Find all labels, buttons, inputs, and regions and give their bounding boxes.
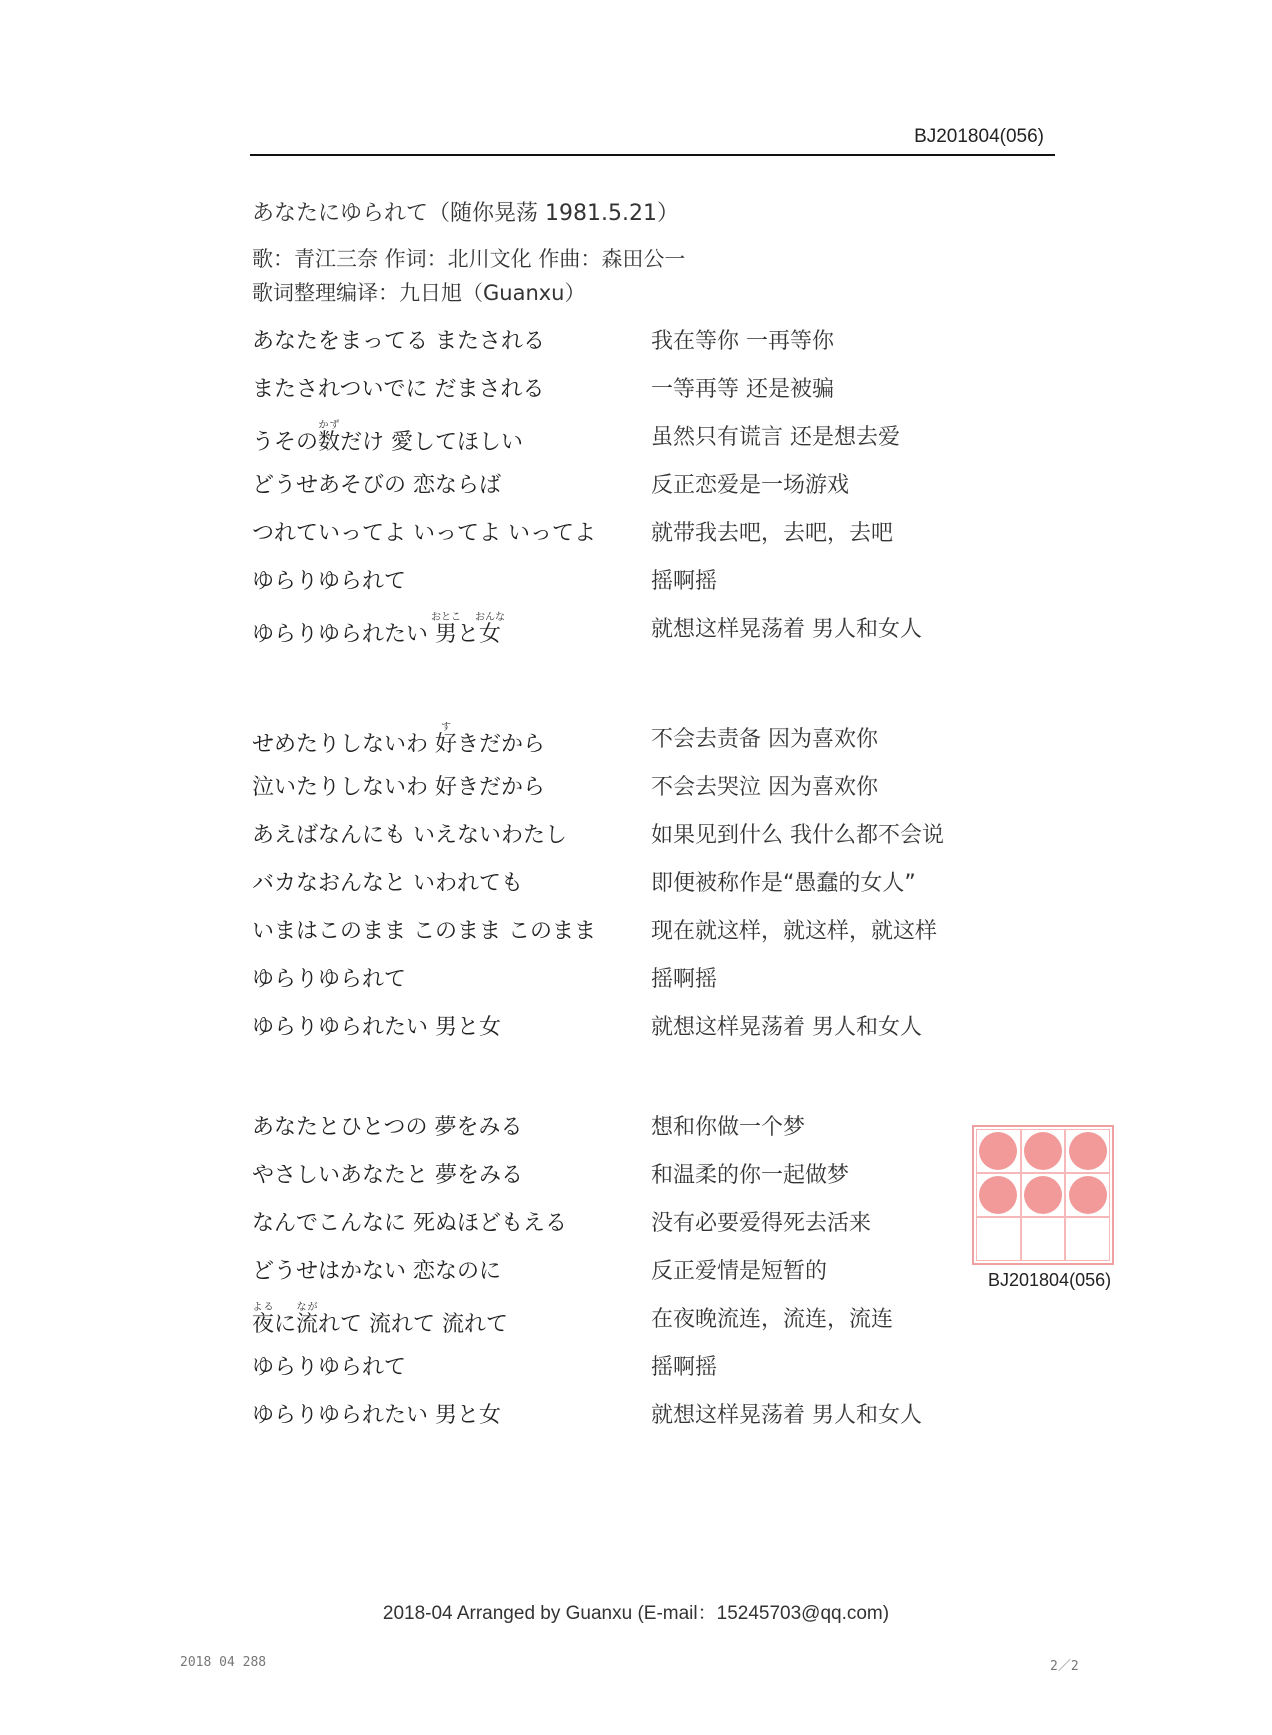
song-credits (252, 242, 685, 310)
japanese-lyric: ゆらりゆられて (252, 1355, 407, 1380)
chinese-translation: 不会去责备 因为喜欢你 (651, 727, 878, 752)
print-date: 2018 04 288 (180, 1655, 267, 1670)
lyric-line (252, 1148, 1012, 1196)
lyric-line (252, 362, 1012, 410)
credits-line: 歌：青江三奈 作词：北川文化 作曲：森田公一 (252, 247, 686, 271)
song-title: あなたにゆられて（随你晃荡 1981.5.21） (252, 201, 679, 226)
chinese-translation: 就想这样晃荡着 男人和女人 (651, 1015, 922, 1040)
lyric-line (252, 1244, 1012, 1292)
seal-cell (976, 1129, 1021, 1173)
lyric-line (252, 1100, 1012, 1148)
lyric-line (252, 1292, 1012, 1340)
chinese-translation: 如果见到什么 我什么都不会说 (651, 823, 944, 848)
japanese-lyric: あなたをまってる またされる (252, 329, 545, 354)
japanese-lyric: いまはこのまま このまま このまま (252, 919, 596, 944)
japanese-lyric: なんでこんなに 死ぬほどもえる (252, 1211, 567, 1236)
chinese-translation: 想和你做一个梦 (651, 1115, 806, 1140)
arranger-line: 歌词整理编译：九日旭（Guanxu） (252, 281, 586, 305)
document-code: BJ201804(056) (914, 126, 1044, 147)
seal-cell (1065, 1173, 1110, 1217)
furigana: 男おとこ (431, 612, 462, 647)
lyric-line (252, 410, 1012, 458)
chinese-translation: 摇啊摇 (651, 569, 718, 594)
chinese-translation: 没有必要爱得死去活来 (651, 1211, 872, 1236)
seal-cell (1021, 1217, 1066, 1261)
lyric-line (252, 712, 1012, 760)
lyric-line (252, 760, 1012, 808)
seal-char: 九 (990, 1238, 1007, 1258)
japanese-lyric: バカなおんなと いわれても (252, 871, 523, 896)
chinese-translation: 即便被称作是“愚蠢的女人” (651, 871, 916, 896)
chinese-translation: 反正爱情是短暂的 (651, 1259, 828, 1284)
japanese-lyric: ゆらりゆられて (252, 569, 407, 594)
furigana: 夜よる (252, 1302, 275, 1337)
lyric-line (252, 904, 1012, 952)
japanese-lyric: あえばなんにも いえないわたし (252, 823, 567, 848)
seal-dot (1069, 1132, 1107, 1170)
seal-cell (1065, 1217, 1110, 1261)
lyric-line (252, 808, 1012, 856)
lyric-line (252, 314, 1012, 362)
chinese-translation: 现在就这样，就这样，就这样 (651, 919, 938, 944)
seal-dot (979, 1132, 1017, 1170)
furigana: 流なが (296, 1302, 319, 1337)
japanese-lyric: あなたとひとつの 夢をみる (252, 1115, 523, 1140)
furigana: 好す (435, 722, 458, 757)
seal-dot (979, 1176, 1017, 1214)
lyric-line (252, 1388, 1012, 1436)
japanese-lyric: ゆらりゆられたい 男と女 (252, 1403, 501, 1428)
japanese-lyric: 夜よるに流ながれて 流れて 流れて (252, 1302, 509, 1337)
furigana: 数かず (318, 420, 341, 455)
seal-dot (1024, 1176, 1062, 1214)
lyric-line (252, 554, 1012, 602)
seal-dot (1069, 1176, 1107, 1214)
lyric-line (252, 458, 1012, 506)
chinese-translation: 就想这样晃荡着 男人和女人 (651, 617, 922, 642)
lyric-line (252, 1000, 1012, 1048)
chinese-translation: 虽然只有谎言 还是想去爱 (651, 425, 900, 450)
lyric-line (252, 506, 1012, 554)
lyric-line (252, 856, 1012, 904)
seal-cell (1065, 1129, 1110, 1173)
stanza-3 (252, 1100, 1012, 1436)
japanese-lyric: ゆらりゆられて (252, 967, 407, 992)
furigana: 女おんな (475, 612, 506, 647)
japanese-lyric: うその数かずだけ 愛してほしい (252, 420, 524, 455)
stanza-1 (252, 314, 1012, 650)
chinese-translation: 一等再等 还是被骗 (651, 377, 834, 402)
chinese-translation: 和温柔的你一起做梦 (651, 1163, 850, 1188)
chinese-translation: 反正恋爱是一场游戏 (651, 473, 850, 498)
japanese-lyric: またされついでに だまされる (252, 377, 545, 402)
seal-cell (1021, 1173, 1066, 1217)
lyric-line (252, 1340, 1012, 1388)
seal-grid (976, 1129, 1110, 1261)
stanza-2 (252, 712, 1012, 1048)
seal-caption: BJ201804(056) (988, 1270, 1112, 1290)
arranged-by-footer: 2018-04 Arranged by Guanxu (E-mail：15245703@qq.com) (382, 1603, 890, 1624)
lyric-line (252, 952, 1012, 1000)
chinese-translation: 摇啊摇 (651, 1355, 718, 1380)
japanese-lyric: どうせはかない 恋なのに (252, 1259, 501, 1284)
seal-cell (976, 1173, 1021, 1217)
japanese-lyric: ゆらりゆられたい 男と女 (252, 1015, 501, 1040)
chinese-translation: 就带我去吧，去吧，去吧 (651, 521, 894, 546)
header-rule (250, 154, 1055, 156)
chinese-translation: 就想这样晃荡着 男人和女人 (651, 1403, 922, 1428)
chinese-translation: 我在等你 一再等你 (651, 329, 834, 354)
chinese-translation: 摇啊摇 (651, 967, 718, 992)
japanese-lyric: ゆらりゆられたい 男おとこと女おんな (252, 612, 506, 647)
chinese-translation: 在夜晚流连，流连，流连 (651, 1307, 894, 1332)
seal-cell (976, 1217, 1021, 1261)
seal-char: 日 (1034, 1238, 1051, 1258)
seal-stamp (972, 1125, 1114, 1265)
japanese-lyric: 泣いたりしないわ 好きだから (252, 775, 545, 800)
seal-char: 旭 (1079, 1238, 1096, 1258)
japanese-lyric: どうせあそびの 恋ならば (252, 473, 501, 498)
seal-cell (1021, 1129, 1066, 1173)
lyric-line (252, 602, 1012, 650)
japanese-lyric: せめたりしないわ 好すきだから (252, 722, 546, 757)
page-number: 2／2 (1050, 1659, 1079, 1674)
lyric-line (252, 1196, 1012, 1244)
japanese-lyric: やさしいあなたと 夢をみる (252, 1163, 523, 1188)
japanese-lyric: つれていってよ いってよ いってよ (252, 521, 596, 546)
seal-dot (1024, 1132, 1062, 1170)
chinese-translation: 不会去哭泣 因为喜欢你 (651, 775, 878, 800)
